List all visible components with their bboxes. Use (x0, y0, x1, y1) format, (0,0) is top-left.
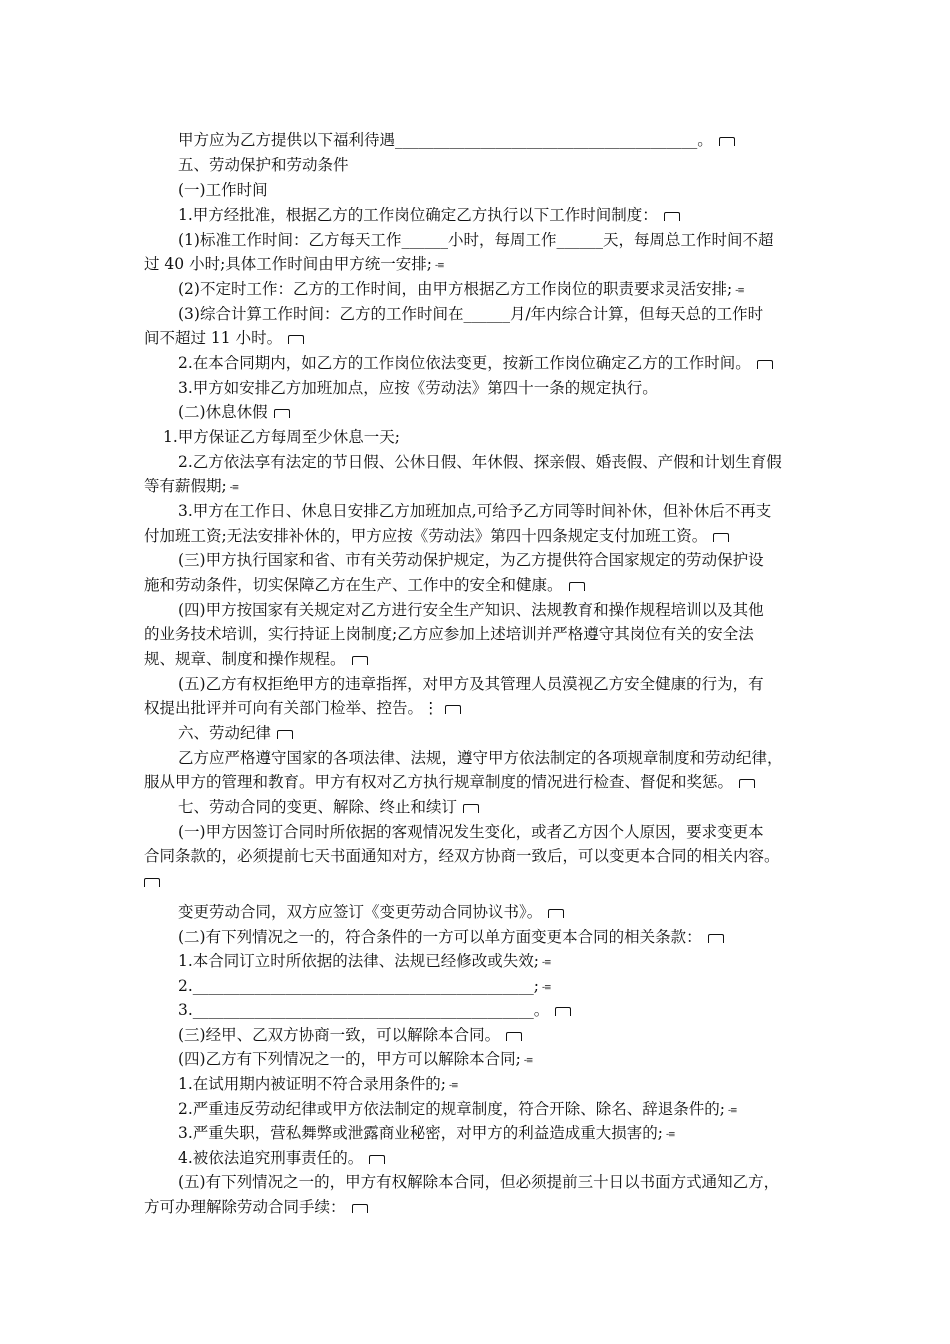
line-break-mark-icon: -≡ (229, 483, 239, 493)
text-line: 1.甲方保证乙方每周至少休息一天; (163, 428, 401, 446)
line-break-mark-icon: -≡ (728, 1106, 737, 1116)
paragraph-mark-icon (506, 1032, 522, 1041)
text-line: (3)综合计算工作时间：乙方的工作时间在______月/年内综合计算，但每天总的工作时 (178, 305, 764, 323)
subsection-heading: (二)休息休假 (178, 400, 290, 424)
text-line: 合同条款的，必须提前七天书面通知对方，经双方协商一致后，可以变更本合同的相关内容。 (144, 847, 780, 865)
paragraph-mark-icon (144, 878, 160, 887)
paragraph-mark-icon (463, 804, 479, 813)
text-line: (三)经甲、乙双方协商一致，可以解除本合同。 (178, 1023, 522, 1047)
text-line: 2.严重违反劳动纪律或甲方依法制定的规章制度，符合开除、除名、辞退条件的; -≡ (178, 1097, 737, 1121)
paragraph-mark-icon (548, 909, 564, 918)
paragraph-mark-icon (288, 335, 304, 344)
paragraph-mark-icon (277, 730, 293, 739)
text-line: 1.甲方经批准，根据乙方的工作岗位确定乙方执行以下工作时间制度： (178, 203, 680, 227)
text-line: (二)有下列情况之一的，符合条件的一方可以单方面变更本合同的相关条款： (178, 925, 724, 949)
text-line: 1.本合同订立时所依据的法律、法规已经修改或失效; -≡ (178, 949, 551, 973)
paragraph-mark-icon (708, 934, 724, 943)
text-line: 付加班工资;无法安排补休的，甲方应按《劳动法》第四十四条规定支付加班工资。 (144, 524, 729, 548)
line-break-mark-icon: -≡ (435, 261, 444, 271)
text-line: 2.乙方依法享有法定的节日假、公休日假、年休假、探亲假、婚丧假、产假和计划生育假 (178, 453, 782, 471)
paragraph-mark-icon (555, 1007, 571, 1016)
text-line: 3.____________________________________________。 (178, 998, 571, 1022)
text-line: (一)甲方因签订合同时所依据的客观情况发生变化，或者乙方因个人原因，要求变更本 (178, 823, 764, 841)
section-heading: 五、劳动保护和劳动条件 (178, 156, 349, 174)
text-line: 间不超过 11 小时。 (144, 326, 304, 350)
line-break-mark-icon: -≡ (449, 1081, 458, 1091)
text-line: 乙方应严格遵守国家的各项法律、法规，遵守甲方依法制定的各项规章制度和劳动纪律， (178, 749, 783, 767)
section-heading: 七、劳动合同的变更、解除、终止和续订 (178, 795, 479, 819)
text-line: 施和劳动条件，切实保障乙方在生产、工作中的安全和健康。 (144, 573, 585, 597)
text-line: 2.____________________________________________; -≡ (178, 974, 551, 998)
text-line: 等有薪假期; -≡ (144, 474, 238, 498)
text-line: 过 40 小时;具体工作时间由甲方统一安排; -≡ (144, 252, 444, 276)
text-line: (1)标准工作时间：乙方每天工作______小时，每周工作______天，每周总工作时间不超 (178, 231, 774, 249)
text-line: 3.甲方在工作日、休息日安排乙方加班加点,可给予乙方同等时间补休，但补休后不再支 (178, 502, 772, 520)
line-break-mark-icon: -≡ (542, 958, 551, 968)
paragraph-mark-icon (739, 779, 755, 788)
line-break-mark-icon: -≡ (735, 286, 744, 296)
line-break-mark-icon: -≡ (542, 983, 551, 993)
text-line (138, 869, 160, 893)
paragraph-mark-icon (274, 409, 290, 418)
paragraph-mark-icon (445, 705, 461, 714)
line-break-mark-icon: -≡ (523, 1056, 533, 1066)
section-heading: 六、劳动纪律 (178, 721, 293, 745)
text-line: 服从甲方的管理和教育。甲方有权对乙方执行规章制度的情况进行检查、督促和奖惩。 (144, 770, 755, 794)
paragraph-mark-icon (352, 656, 368, 665)
line-break-mark-icon: -≡ (666, 1130, 675, 1140)
text-line: 4.被依法追究刑事责任的。 (178, 1146, 385, 1170)
paragraph-mark-icon (713, 533, 729, 542)
text-line: 2.在本合同期内，如乙方的工作岗位依法变更，按新工作岗位确定乙方的工作时间。 (178, 351, 773, 375)
text-line: (四)甲方按国家有关规定对乙方进行安全生产知识、法规教育和操作规程培训以及其他 (178, 601, 764, 619)
text-line: (三)甲方执行国家和省、市有关劳动保护规定，为乙方提供符合国家规定的劳动保护设 (178, 551, 764, 569)
paragraph-mark-icon (369, 1155, 385, 1164)
paragraph-mark-icon (352, 1204, 368, 1213)
paragraph-mark-icon (569, 582, 585, 591)
text-line: 3.严重失职，营私舞弊或泄露商业秘密，对甲方的利益造成重大损害的; -≡ (178, 1121, 675, 1145)
text-line: (五)有下列情况之一的，甲方有权解除本合同，但必须提前三十日以书面方式通知乙方， (178, 1173, 780, 1191)
text-line: (四)乙方有下列情况之一的，甲方可以解除本合同; -≡ (178, 1047, 532, 1071)
paragraph-mark-icon (664, 212, 680, 221)
paragraph-mark-icon (757, 360, 773, 369)
text-line: 3.甲方如安排乙方加班加点，应按《劳动法》第四十一条的规定执行。 (178, 379, 658, 397)
text-line: 变更劳动合同，双方应签订《变更劳动合同协议书》。 (178, 900, 564, 924)
text-line: 规、规章、制度和操作规程。 (144, 647, 368, 671)
paragraph-mark-icon (719, 137, 735, 146)
text-line: 方可办理解除劳动合同手续： (144, 1195, 368, 1219)
text-line: 的业务技术培训，实行持证上岗制度;乙方应参加上述培训并严格遵守其岗位有关的安全法 (144, 625, 754, 643)
subsection-heading: (一)工作时间 (178, 181, 268, 199)
text-line: (五)乙方有权拒绝甲方的违章指挥，对甲方及其管理人员漠视乙方安全健康的行为，有 (178, 675, 764, 693)
text-line: 1.在试用期内被证明不符合录用条件的; -≡ (178, 1072, 458, 1096)
text-line: (2)不定时工作：乙方的工作时间，由甲方根据乙方工作岗位的职责要求灵活安排; -≡ (178, 277, 744, 301)
text-line: 权提出批评并可向有关部门检举、控告。⋮ (144, 696, 461, 720)
text-line: 甲方应为乙方提供以下福利待遇_______________________________________。 (178, 128, 735, 152)
